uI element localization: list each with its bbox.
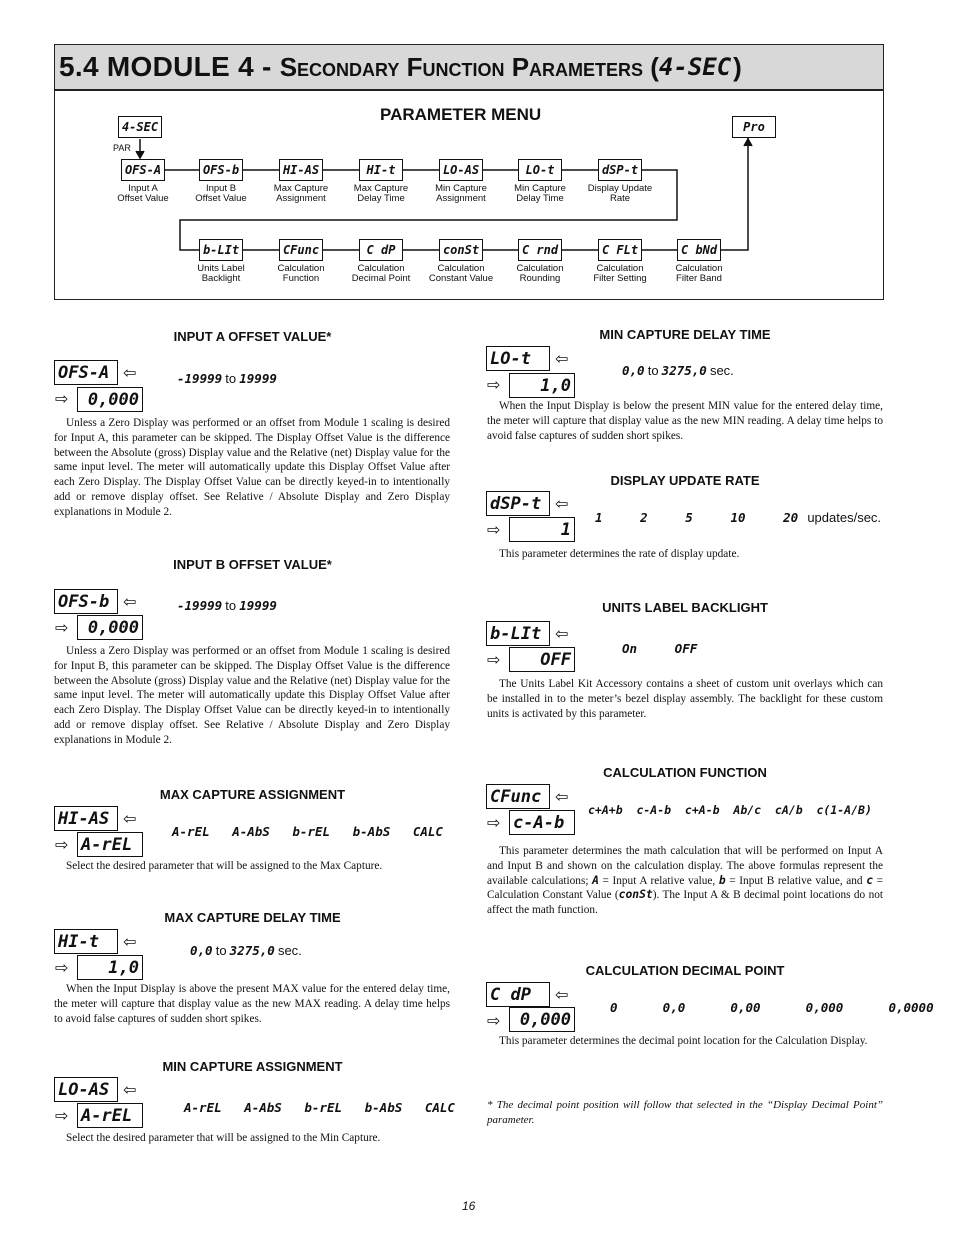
options-lo-as: A-rEL A-AbS b-rEL b-AbS CALC <box>184 1100 455 1115</box>
display-value-lo-as: A-rEL <box>77 1103 143 1128</box>
par-arrow-icon: ⇦ <box>123 592 137 611</box>
menu-node-caption: Input B Offset Value <box>195 183 247 204</box>
paragraph-dsp-t: This parameter determines the rate of display update. <box>499 548 740 560</box>
par-arrow-icon: ⇦ <box>555 494 569 513</box>
menu-node-caption: Calculation Filter Band <box>675 263 723 284</box>
display-code-b-lit: b-LIt <box>486 621 550 646</box>
par-arrow-icon: ⇦ <box>123 809 137 828</box>
display-value-dsp-t: 1 <box>509 517 575 542</box>
menu-node-caption: Units Label Backlight <box>197 263 245 284</box>
par-arrow-icon: ⇦ <box>555 349 569 368</box>
menu-node-caption: Calculation Function <box>277 263 325 284</box>
section-title-code: 4-SEC <box>658 53 732 81</box>
enter-arrow-icon: ⇨ <box>55 389 69 408</box>
paragraph-c-dp: This parameter determines the decimal point location for the Calculation Display. <box>499 1035 868 1047</box>
menu-node-dsp-t: dSP-t <box>598 159 642 181</box>
menu-node-cfunc: CFunc <box>279 239 323 261</box>
section-title-close: ) <box>733 51 742 82</box>
display-value-ofs-a: 0,000 <box>77 387 143 412</box>
options-hi-as: A-rEL A-AbS b-rEL b-AbS CALC <box>172 824 443 839</box>
display-value-cfunc: c-A-b <box>509 810 575 835</box>
menu-node-caption: Calculation Decimal Point <box>351 263 411 284</box>
display-value-lo-t: 1,0 <box>509 373 575 398</box>
range-lo-t: 0,0 to 3275,0 sec. <box>622 363 734 378</box>
display-code-hi-t: HI-t <box>54 929 118 954</box>
menu-node-c-dp: C dP <box>359 239 403 261</box>
menu-node-caption: Min Capture Assignment <box>435 183 487 204</box>
paragraph-b-lit: The Units Label Kit Accessory contains a sheet of custom unit overlays which can be installed in to the meter’s bezel display assembly. The backlight for these custom units is activated by this parameter. <box>487 678 883 720</box>
display-code-lo-t: LO-t <box>486 346 550 371</box>
menu-node-b-lit: b-LIt <box>199 239 243 261</box>
menu-node-caption: Display Update Rate <box>587 183 653 204</box>
enter-arrow-icon: ⇨ <box>55 618 69 637</box>
par-arrow-icon: ⇦ <box>555 985 569 1004</box>
par-arrow-icon: ⇦ <box>123 1080 137 1099</box>
enter-arrow-icon: ⇨ <box>55 958 69 977</box>
heading-display-update-rate: DISPLAY UPDATE RATE <box>610 473 760 488</box>
options-cfunc: c+A+b c-A-b c+A-b Ab/c cA/b c(1-A/B) <box>588 803 872 817</box>
enter-arrow-icon: ⇨ <box>487 650 501 669</box>
menu-node-ofs-b: OFS-b <box>199 159 243 181</box>
menu-node-caption: Input A Offset Value <box>117 183 169 204</box>
display-code-lo-as: LO-AS <box>54 1077 118 1102</box>
menu-node-caption: Calculation Constant Value <box>428 263 494 284</box>
options-c-dp: 0 0,0 0,00 0,000 0,0000 <box>610 1000 934 1015</box>
menu-node-c-rnd: C rnd <box>518 239 562 261</box>
menu-node-lo-as: LO-AS <box>439 159 483 181</box>
range-ofs-b: -19999 to 19999 <box>177 598 277 613</box>
heading-calculation-decimal-point: CALCULATION DECIMAL POINT <box>585 963 785 978</box>
heading-min-capture-delay: MIN CAPTURE DELAY TIME <box>599 327 771 342</box>
menu-node-caption: Calculation Rounding <box>516 263 564 284</box>
menu-node-caption: Max Capture Assignment <box>273 183 329 204</box>
par-arrow-icon: ⇦ <box>555 624 569 643</box>
par-arrow-icon: ⇦ <box>123 932 137 951</box>
enter-arrow-icon: ⇨ <box>55 1106 69 1125</box>
display-code-c-dp: C dP <box>486 982 550 1007</box>
parameter-menu-heading: PARAMETER MENU <box>380 105 542 124</box>
display-value-hi-as: A-rEL <box>77 832 143 857</box>
enter-arrow-icon: ⇨ <box>487 375 501 394</box>
display-value-hi-t: 1,0 <box>77 955 143 980</box>
range-ofs-a: -19999 to 19999 <box>177 371 277 386</box>
menu-node-lo-t: LO-t <box>518 159 562 181</box>
heading-input-b-offset: INPUT B OFFSET VALUE* <box>173 557 332 572</box>
section-subtitle: Secondary Function Parameters ( <box>279 51 659 82</box>
display-code-ofs-a: OFS-A <box>54 360 118 385</box>
par-arrow-icon: ⇦ <box>123 363 137 382</box>
display-code-cfunc: CFunc <box>486 784 550 809</box>
display-code-hi-as: HI-AS <box>54 806 118 831</box>
display-code-dsp-t: dSP-t <box>486 491 550 516</box>
display-value-ofs-b: 0,000 <box>77 615 143 640</box>
paragraph-hi-t: When the Input Display is above the present MAX value for the entered delay time, the meter will capture that display value as the new MAX reading. A delay time helps to avoid false captures of sudden short spikes. <box>54 983 450 1025</box>
heading-max-capture-assignment: MAX CAPTURE ASSIGNMENT <box>159 787 346 802</box>
menu-node-hi-t: HI-t <box>359 159 403 181</box>
menu-end-node: Pro <box>732 116 776 138</box>
enter-arrow-icon: ⇨ <box>487 813 501 832</box>
heading-input-a-offset: INPUT A OFFSET VALUE* <box>173 329 332 344</box>
paragraph-ofs-a: Unless a Zero Display was performed or an offset from Module 1 scaling is desired for Input A, this parameter can be skipped. The Display Offset Value is the difference between the Absolute (gross) Display value and the Relative (net) Display value for the same input level. The meter will automatically update this Display Offset Value after each Zero Display. The Display Offset Value can be directly keyed-in to intentionally add or remove display offset. See Relative / Absolute Display and Zero Display explanations in Module 2. <box>54 417 450 518</box>
menu-node-caption: Max Capture Delay Time <box>353 183 409 204</box>
menu-start-node: 4-SEC <box>118 116 162 138</box>
display-value-c-dp: 0,000 <box>509 1007 575 1032</box>
menu-node-caption: Min Capture Delay Time <box>514 183 566 204</box>
heading-units-label-backlight: UNITS LABEL BACKLIGHT <box>602 600 768 615</box>
display-code-ofs-b: OFS-b <box>54 589 118 614</box>
page-number: 16 <box>462 1199 476 1213</box>
par-arrow-icon: ⇦ <box>555 787 569 806</box>
heading-max-capture-delay: MAX CAPTURE DELAY TIME <box>164 910 341 925</box>
menu-node-ofs-a: OFS-A <box>121 159 165 181</box>
enter-arrow-icon: ⇨ <box>487 520 501 539</box>
paragraph-ofs-b: Unless a Zero Display was performed or an offset from Module 1 scaling is desired for Input B, this parameter can be skipped. The Display Offset Value is the difference between the Absolute (gross) Display value and the Relative (net) Display value for the same input level. The meter will automatically update this Display Offset Value after each Zero Display. The Display Offset Value can be directly keyed-in to intentionally add or remove display offset. See Relative / Absolute Display and Zero Display explanations in Module 2. <box>54 645 450 746</box>
menu-node-const: conSt <box>439 239 483 261</box>
paragraph-lo-t: When the Input Display is below the present MIN value for the entered delay time, the meter will capture that display value as the new MIN reading. A delay time helps to avoid false captures of sudden short spikes. <box>487 400 883 442</box>
display-value-b-lit: OFF <box>509 647 575 672</box>
options-dsp-t: 1 2 5 10 20 updates/sec. <box>595 510 882 525</box>
paragraph-hi-as: Select the desired parameter that will be assigned to the Max Capture. <box>66 860 383 872</box>
enter-arrow-icon: ⇨ <box>487 1011 501 1030</box>
menu-node-c-flt: C FLt <box>598 239 642 261</box>
paragraph-cfunc: This parameter determines the math calculation that will be performed on Input A and Input B and shown on the calculation display. The above formulas represent the available calculations; A = Input A relative value, b = Input B relative value, and c = Calculation Constant Value (conSt). The Input A & B decimal point locations do not affect the math function. <box>487 845 884 917</box>
options-b-lit: On OFF <box>622 641 698 656</box>
section-title: 5.4 MODULE 4 - <box>59 51 272 82</box>
menu-node-caption: Calculation Filter Setting <box>593 263 647 284</box>
menu-node-c-bnd: C bNd <box>677 239 721 261</box>
menu-node-hi-as: HI-AS <box>279 159 323 181</box>
paragraph-lo-as: Select the desired parameter that will be assigned to the Min Capture. <box>66 1132 381 1144</box>
enter-arrow-icon: ⇨ <box>55 835 69 854</box>
range-hi-t: 0,0 to 3275,0 sec. <box>190 943 302 958</box>
heading-min-capture-assignment: MIN CAPTURE ASSIGNMENT <box>162 1059 343 1074</box>
footnote-decimal-point: * The decimal point position will follow that selected in the “Display Decimal Point” parameter. <box>487 1099 883 1126</box>
heading-calculation-function: CALCULATION FUNCTION <box>603 765 767 780</box>
par-key-label: PAR <box>113 143 131 153</box>
